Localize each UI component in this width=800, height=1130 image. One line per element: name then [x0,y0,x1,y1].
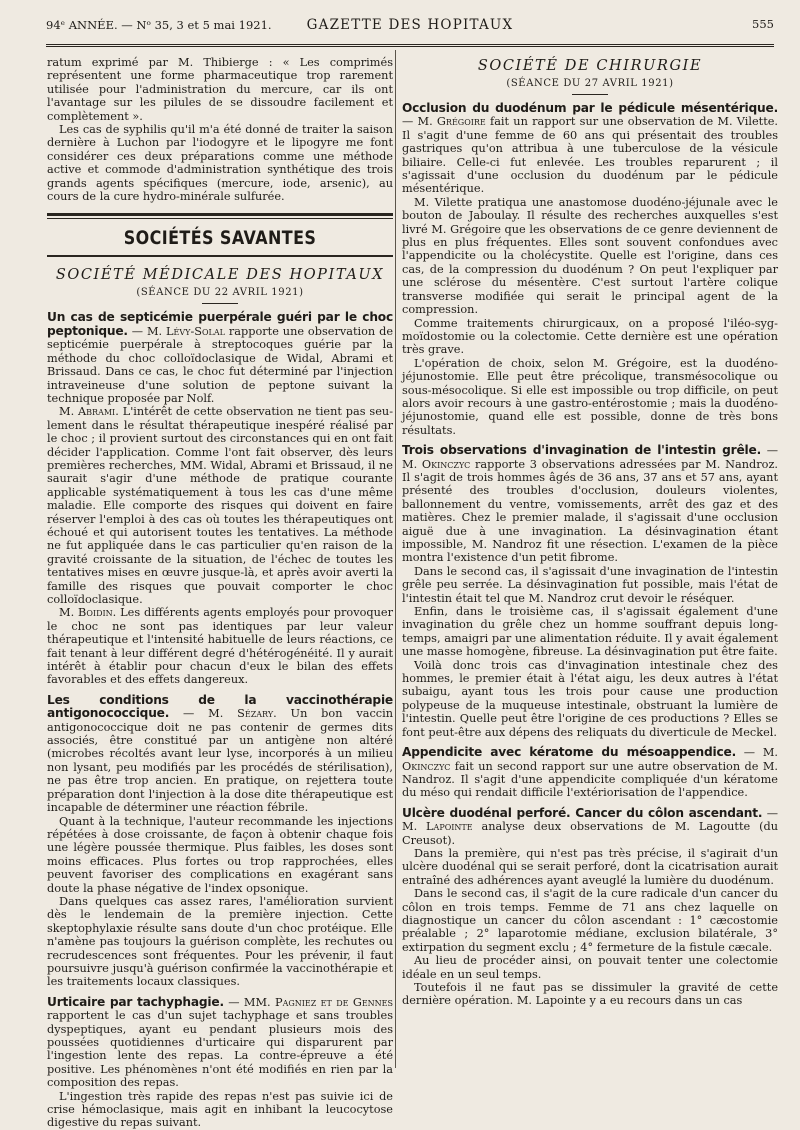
session-date: (SÉANCE DU 27 AVRIL 1921) [506,78,674,89]
page-header [46,14,774,44]
article-text: analyse deux observations de M. Lagoutte (du Creusot). [402,820,778,847]
journal-title: GAZETTE DES HOPITAUX [306,17,514,33]
society-title: SOCIÉTÉ MÉDICALE DES HOPITAUX [55,267,385,284]
author-name: M. Grégoire [417,115,486,129]
column-divider [395,50,396,1068]
article-paragraph [47,405,393,606]
article [47,996,393,1130]
article-title: Trois observations d'invagination de l'intestin grêle. [402,443,761,458]
article-paragraph: Urticaire par tachyphagie. — MM. Pagniez et de Gennes rapportent le cas d'un sujet tachyphage et sans troubles dyspeptiques, ayant eu pendant plusieurs mois des poussées quotidiennes d'urticaire qui disparurent par l'ingestion lente des repas. La contre-épreuve a été positive. Les phénomènes n'ont été modifiés en rien par la composition des repas. [47,994,393,1090]
article-paragraph: Quant à la technique, l'auteur recommande les injections répétées à dose croissante, de façon à obtenir chaque fois une légère poussée thermique. Plus faibles, les doses sont moins efficaces. Plus fortes ou trop rapprochées, elles peuvent favoriser des complications en exagérant sans doute la phase négative de l'index opsonique. [47,814,393,895]
article-paragraph: Dans le second cas, il s'agissait d'une invagination de l'intestin grêle peu serrée. La désinvagination fut possible, mais l'état de l'intestin était tel que M. Nandroz crut devoir le réséquer. [402,564,778,605]
article-paragraph: Ulcère duodénal perforé. Cancer du côlon ascendant. — M. Lapointe analyse deux observations de M. Lagoutte (du Creusot). [402,805,779,847]
section-title: SOCIÉTÉS SAVANTES [123,227,317,250]
article-text: rapporte 3 observations adressées par M. Nandroz. Il s'agit de trois hommes âgés de 36 ans, 37 ans et 57 ans, ayant présenté des troubles d'occlusion, douleurs violentes, ballonnement du ventre, vomissements, arrêt des gaz et des matières. Chez le premier malade, il s'agissait d'une occlusion aiguë due à une invagination. La désinvagination étant impossible, M. Nandroz fit une résection. L'examen de la pièce montra l'existence d'un petit fibrome. [402,457,779,565]
article-paragraph: Appendicite avec kératome du mésoappendice. — M. Okinczyc fait un second rapport sur une autre observation de M. Nandroz. Il s'agit d'une appendicite compliquée d'un kératome du méso qui rendait difficile l'extériorisation de l'appendice. [402,745,778,800]
article-paragraph: Au lieu de procéder ainsi, on pouvait tenter une colectomie idéale en un seul temps. [402,954,778,981]
article-paragraph: Un cas de septicémie puerpérale guéri par le choc peptonique. — M. Lévy-Solal rapporte une observation de septicémie puerpérale à streptocoques guérie par la méthode du choc colloïdoclasique de Widal, Abrami et Brissaud. Dans ce cas, le choc fut déterminé par l'injection intraveineuse d'une solution de peptone suivant la technique proposée par Nolf. [47,310,394,405]
section-rule [47,218,393,219]
article-paragraph: Voilà donc trois cas d'invagination intestinale chez des hommes, le premier était à l'état aigu, les deux autres à l'état subaigu, ayant tous les trois pour cause une production polypeuse de la muqueuse intestinale, obstruant la lumière de l'intestin. Quelle peut être l'origine de ces productions ? Elles se font peut-être aux dépens des reliquats du diverticule de Meckel. [402,658,778,739]
header-rule [46,44,774,49]
article [402,102,778,437]
article-text: L'intérêt de cette observation ne tient pas seulement dans le résultat thérapeutique inespéré réalisé par le choc ; il provient surtout des circonstances qui en ont fait décider l'application. Comme l'ont fait observer, dès leurs premières recherches, MM. Widal, Abrami et Brissaud, il ne saurait s'agir d'une méthode de pratique courante applicable systématiquement à tous les cas d'une même maladie. Elle comporte des risques qui doivent en faire réserver l'emploi à des cas où toutes les thérapeutiques ont échoué et qui autorisent toutes les tentatives. La méthode ne fut appliquée dans le cas particulier qu'en raison de la gravité croissante de la situation, de l'échec de toutes les tentatives mises en œuvre jusque-là, et après avoir averti la famille des risques que pouvait comporter le choc colloïdoclasique. [47,405,394,606]
society-title: SOCIÉTÉ DE CHIRURGIE [477,58,703,74]
article-text: rapportent le cas d'un sujet tachyphage et sans troubles dyspeptiques, ayant eu pendant plusieurs mois des poussées quotidiennes d'urticaire qui disparurent par l'ingestion lente des repas. La contre-épreuve a été positive. Les phénomènes n'ont été modifiés en rien par la composition des repas. [47,1009,393,1090]
article-text: fait un rapport sur une observation de M. Vilette. Il s'agit d'une femme de 60 ans qui présentait des troubles gastriques qu'on attribua à une tuberculose de la vésicule biliaire. Celle-ci fut enlevée. Les troubles reparurent ; il s'agissait d'une occlusion du duodénum par le pédicule mésentérique. [402,115,779,196]
article-title: Les conditions de la vaccinothérapie antigonococcique. [47,692,393,721]
author-name: M. Abrami. [59,405,119,419]
right-column [397,56,778,1068]
short-rule [202,303,238,304]
author-name: MM. Pagniez et de Gennes [243,995,393,1009]
article-paragraph: Les conditions de la vaccinothérapie antigonococcique. — M. Sézary. Un bon vaccin antigonococcique doit ne pas contenir de germes dits associés, être constitué par un antigène non altéré (microbes récoltés avant leur lyse, incorporés à un milieu non lysant, peu modifiés par les procédés de stérilisation), ne pas être trop ancien. En pratique, on rejettera toute préparation dont l'injection à la dose dite thérapeutique est incapable de déterminer une réaction fébrile. [47,692,393,815]
article-text: fait un second rapport sur une autre observation de M. Nandroz. Il s'agit d'une appendicite compliquée d'un kératome du méso qui rendait difficile l'extériorisation de l'appendice. [402,759,778,800]
article-title: Appendicite avec kératome du mésoappendice. [402,745,736,760]
article-text: Un bon vaccin antigonococcique doit ne pas contenir de germes dits associés, être constitué par un antigène non altéré (microbes récoltés avant leur lyse, incorporés à un milieu non lysant, peu modifiés par les procédés de stérilisation), ne pas être trop ancien. En pratique, on rejettera toute préparation dont l'injection à la dose dite thérapeutique est incapable de déterminer une réaction fébrile. [47,707,393,815]
article-paragraph [47,606,393,686]
article-paragraph: Trois observations d'invagination de l'intestin grêle. — M. Okinczyc rapporte 3 observations adressées par M. Nandroz. Il s'agit de trois hommes âgés de 36 ans, 37 ans et 57 ans, ayant présenté des troubles d'occlusion, douleurs violentes, ballonnement du ventre, vomissements, arrêt des gaz et des matières. Chez le premier malade, il s'agissait d'une occlusion aiguë due à une invagination. La désinvagination étant impossible, M. Nandroz fit une résection. L'examen de la pièce montra l'existence d'un petit fibrome. [402,443,779,565]
article-paragraph: Dans le second cas, il s'agit de la cure radicale d'un cancer du côlon en trois temps. Femme de 71 ans chez laquelle on diagnostique un cancer du côlon ascendant : 1° cæcostomie préalable ; 2° laparotomie médiane, exclusion bilatérale, 3° extirpation du segment exclu ; 4° fermeture de la fistule cæcale. [402,887,778,954]
article-paragraph: Dans quelques cas assez rares, l'amélioration survient dès le lendemain de la première injection. Cette skeptophylaxie résulte sans doute d'un choc protéique. Elle n'amène pas toujours la guérison complète, les rechutes ou recrudescences sont fréquentes. Pour les prévenir, il faut poursuivre jusqu'à guérison confirmée la vaccinothérapie et les traitements locaux classiques. [47,894,393,989]
author-name: M. Sézary. [208,707,277,721]
article-text: rapporte une observation de septicémie puerpérale à streptocoques guérie par la méthode du choc colloïdoclasique de Widal, Abrami et Brissaud. Dans ce cas, le choc fut déterminé par l'injection intraveineuse d'une solution de peptone suivant la technique proposée par Nolf. [47,324,394,405]
article-title: Ulcère duodénal perforé. Cancer du côlon ascendant. [402,805,763,820]
author-name: M. Okinczyc [402,746,778,773]
article-paragraph: L'ingestion très rapide des repas n'est pas suivie ici de crise hémoclasique, mais agit en inhibant la leucocytose digestive du repas suivant. [47,1089,393,1130]
article-text: Les différents agents employés pour provoquer le choc ne sont pas identiques par leur valeur thérapeutique et l'intensité habituelle de leurs réactions, ce fait tenant à leur différent degré d'hétérogénéité. Il y aurait intérêt à établir pour chacun d'eux le bilan des effets favorables et des effets dangereux. [47,606,393,687]
article [402,807,778,1008]
article-paragraph: Occlusion du duodénum par le pédicule mésentérique. — M. Grégoire fait un rapport sur une observation de M. Vilette. Il s'agit d'une femme de 60 ans qui présentait des troubles gastriques qu'on attribua à une tuberculose de la vésicule biliaire. Celle-ci fut enlevée. Les troubles reparurent ; il s'agissait d'une occlusion du duodénum par le pédicule mésentérique. [402,101,779,196]
article-paragraph: Dans la première, qui n'est pas très précise, il s'agirait d'un ulcère duodénal qui se serait perforé, dont la cicatrisation aurait entraîné des adhérences ayant aveuglé la lumière du duodénum. [402,846,778,887]
session-date: (SÉANCE DU 22 AVRIL 1921) [136,287,304,299]
author-name: M. Lévy-Solal [146,324,225,338]
issue-line: 94ᵉ ANNÉE. — Nᵒ 35, 3 et 5 mai 1921. [46,18,272,32]
article-paragraph: L'opération de choix, selon M. Grégoire, est la duodéno-jéjunostomie. Elle peut être précolique, transmésocolique ou sous-mésocolique. Si elle est impossible ou trop difficile, on peut alors avoir recours à une gastro-entérostomie ; mais la duodéno-jéjunostomie, quand elle est possible, donne de très bons résultats. [402,356,778,437]
author-name: M. Okinczyc [402,457,471,471]
article-paragraph: Enfin, dans le troisième cas, il s'agissait également d'une invagination du grêle chez un homme souffrant depuis longtemps, amaigri par une alimentation réduite. Il y avait également une masse homogène, fibreuse. La désinvagination put être faite. [402,605,778,659]
intro-paragraph: Les cas de syphilis qu'il m'a été donné de traiter la saison dernière à Luchon par l'iodogyre et le lipogyre me font considérer ces deux préparations comme une méthode active et commode d'administration synthétique des trois grands agents spécifiques (mercure, iode, arsenic), au cours de la cure hydro-minérale sulfurée. [47,123,393,204]
article [402,444,778,739]
article [47,311,393,686]
intro-paragraph: ratum exprimé par M. Thibierge : « Les comprimés représentent une forme pharmaceutique trop rarement utilisée pour l'administration du mercure, car ils ont l'avantage sur les pilules de se dissoudre facilement et complètement ». [47,56,393,123]
article-paragraph: Comme traitements chirurgicaux, on a proposé l'iléo-sygmoïdostomie ou la colectomie. Cette dernière est une opération très grave. [402,316,778,357]
article-title: Occlusion du duodénum par le pédicule mésentérique. [402,101,778,115]
left-column [47,56,394,1130]
article-title: Un cas de septicémie puerpérale guéri par le choc peptonique. [47,310,393,338]
author-name: M. Lapointe [402,820,473,834]
section-rule [47,255,393,257]
page-number: 555 [752,17,774,31]
article-title: Urticaire par tachyphagie. [47,994,224,1009]
short-rule [572,94,608,95]
section-rule [47,213,393,216]
author-name: M. Boidin. [59,606,117,620]
article [47,694,393,989]
article-paragraph: M. Vilette pratiqua une anastomose duodéno-jéjunale avec le bouton de Jaboulay. Il résulte des recherches auxquelles s'est livré M. Grégoire que les observations de ce genre deviennent de plus en plus fréquentes. Elles sont souvent confondues avec l'appendicite ou la cholécystite. Quelle est l'origine, dans ces cas, de la compression du duodénum ? On peut l'expliquer par une sclérose du mésentère. C'est surtout l'artère colique transverse modifiée qui serait le principal agent de la compression. [402,195,778,317]
article-paragraph: Toutefois il ne faut pas se dissimuler la gravité de cette dernière opération. M. Lapointe y a eu recours dans un cas [402,981,778,1008]
article [402,746,778,800]
